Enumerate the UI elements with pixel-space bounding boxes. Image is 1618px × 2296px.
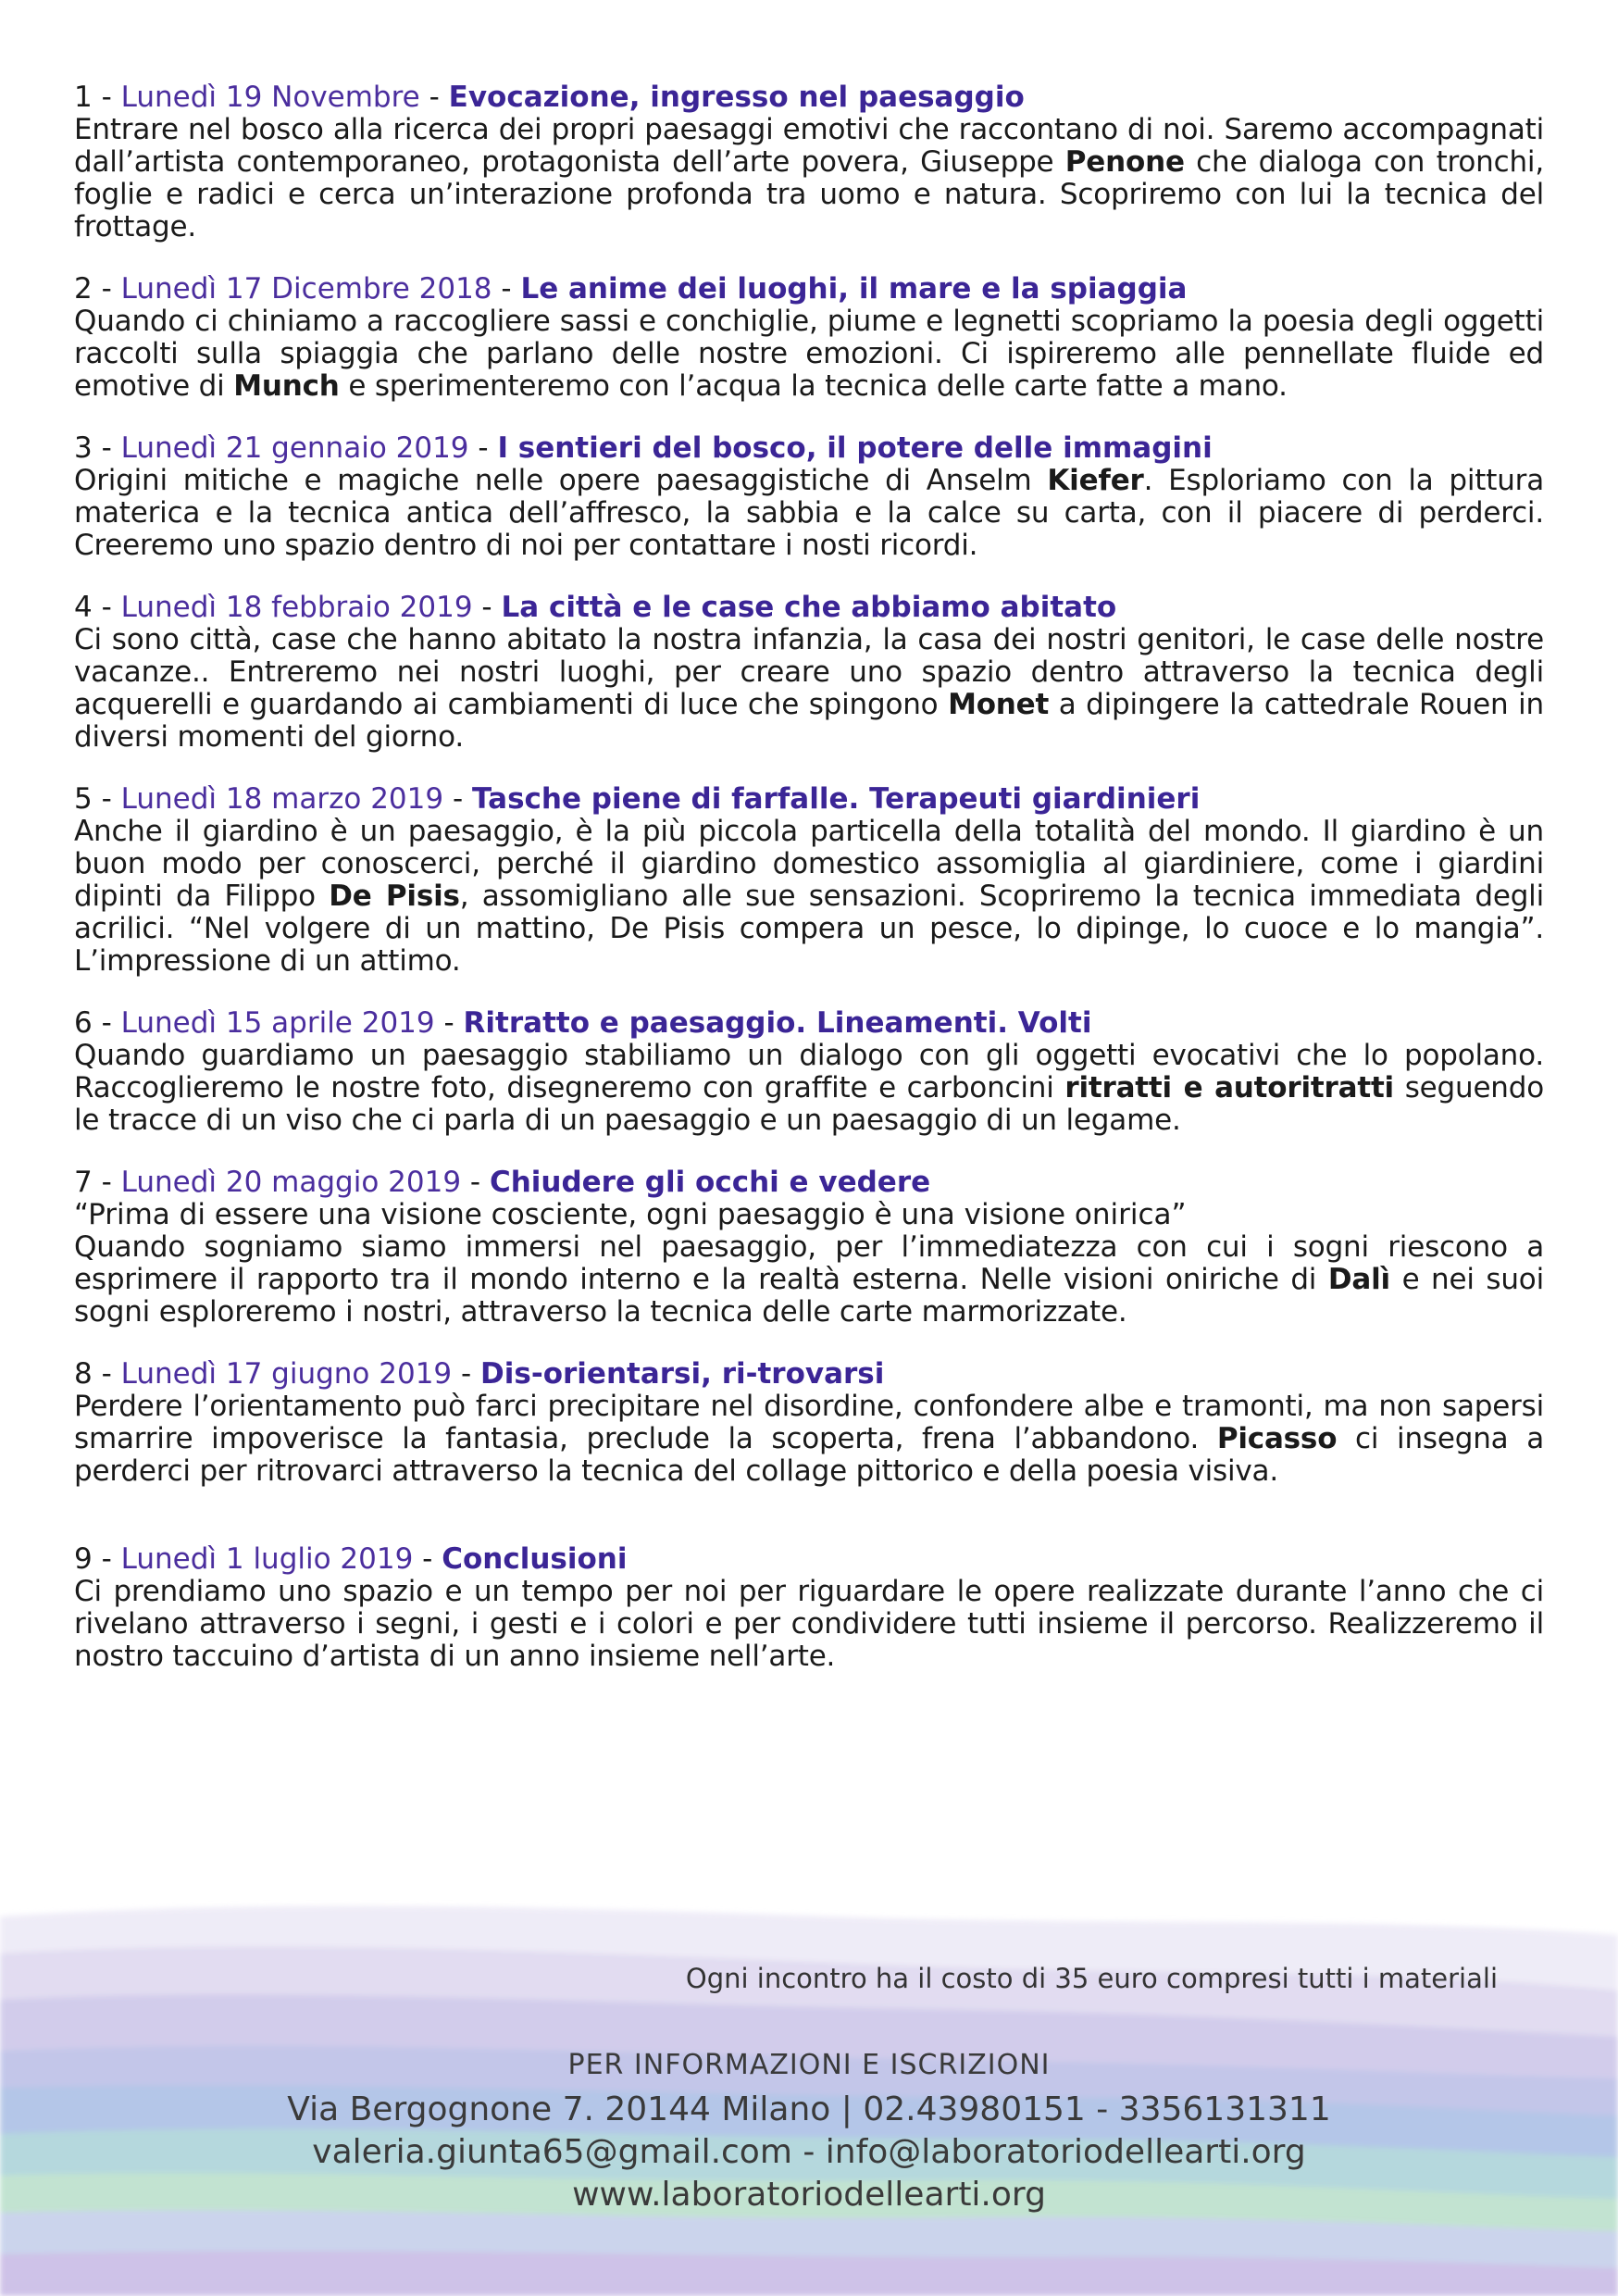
- artist-name: Kiefer: [1047, 464, 1144, 497]
- session-date: Lunedì 21 gennaio 2019: [120, 431, 469, 465]
- session-6: [74, 1007, 1544, 1137]
- session-separator: -: [452, 1357, 481, 1391]
- session-number: 2 -: [74, 272, 121, 306]
- session-number: 5 -: [74, 782, 121, 816]
- description-text: Quando guardiamo un paesaggio stabiliamo un dialogo con gli oggetti evocativi che lo popolano. Raccoglieremo le nostre foto, disegneremo con graffite e carboncini: [74, 1039, 1544, 1104]
- session-description: [74, 624, 1544, 754]
- session-date: Lunedì 20 maggio 2019: [120, 1166, 462, 1199]
- session-1: [74, 81, 1544, 243]
- session-heading: [74, 81, 1544, 114]
- session-date: Lunedì 15 aprile 2019: [120, 1006, 435, 1040]
- artist-name: De Pisis: [329, 880, 460, 913]
- website-link[interactable]: www.laboratoriodellearti.org: [572, 2176, 1046, 2214]
- session-date: Lunedì 19 Novembre: [120, 81, 420, 114]
- session-title: Tasche piene di farfalle. Terapeuti giardinieri: [472, 782, 1201, 816]
- session-heading: [74, 1007, 1544, 1040]
- session-number: 6 -: [74, 1006, 121, 1040]
- session-quote: “Prima di essere una visione cosciente, ogni paesaggio è una visione onirica”: [74, 1198, 1187, 1231]
- session-description: [74, 1576, 1544, 1673]
- session-separator: -: [492, 272, 521, 306]
- emphasis-text: ritratti e autoritratti: [1064, 1071, 1394, 1104]
- session-2: [74, 273, 1544, 403]
- session-date: Lunedì 18 marzo 2019: [120, 782, 444, 816]
- session-heading: [74, 783, 1544, 816]
- session-title: Evocazione, ingresso nel paesaggio: [448, 81, 1025, 114]
- description-text: e sperimenteremo con l’acqua la tecnica delle carte fatte a mano.: [339, 369, 1288, 403]
- description-text: che dialoga con tronchi, foglie e radici e cerca un’interazione profonda tra uomo e natura. Scopriremo con lui la tecnica del frottage.: [74, 145, 1544, 243]
- session-9: [74, 1543, 1544, 1673]
- description-text: Ci sono città, case che hanno abitato la nostra infanzia, la casa dei nostri genitori, le case delle nostre vacanze.. Entreremo nei nostri luoghi, per creare uno spazio dentro attraverso la tecnica degli acquerelli e guardando ai cambiamenti di luce che spingono: [74, 623, 1544, 721]
- session-heading: [74, 1167, 1544, 1199]
- session-separator: -: [468, 431, 498, 465]
- artist-name: Dalì: [1327, 1263, 1390, 1296]
- description-text: Entrare nel bosco alla ricerca dei propri paesaggi emotivi che raccontano di noi. Saremo accompagnati dall’artista contemporaneo, protagonista dell’arte povera, Giuseppe: [74, 113, 1544, 179]
- session-date: Lunedì 18 febbraio 2019: [120, 591, 473, 624]
- session-heading: [74, 273, 1544, 306]
- session-description: [74, 1391, 1544, 1488]
- session-heading: [74, 1543, 1544, 1576]
- session-separator: -: [434, 1006, 464, 1040]
- session-heading: [74, 432, 1544, 465]
- session-description: [74, 306, 1544, 403]
- session-separator: -: [461, 1166, 490, 1199]
- session-description: [74, 1040, 1544, 1137]
- session-description: [74, 1231, 1544, 1329]
- session-title: Ritratto e paesaggio. Lineamenti. Volti: [463, 1006, 1092, 1040]
- description-text: ci insegna a perderci per ritrovarci attraverso la tecnica del collage pittorico e della poesia visiva.: [74, 1422, 1544, 1488]
- description-text: Perdere l’orientamento può farci precipitare nel disordine, confondere albe e tramonti, ma non sapersi smarrire impoverisce la fantasia, preclude la scoperta, frena l’abbandono.: [74, 1390, 1544, 1455]
- session-title: La città e le case che abbiamo abitato: [501, 591, 1117, 624]
- artist-name: Munch: [233, 369, 340, 403]
- session-date: Lunedì 1 luglio 2019: [120, 1542, 414, 1576]
- info-heading: PER INFORMAZIONI E ISCRIZIONI: [567, 2049, 1051, 2081]
- artist-name: Monet: [948, 688, 1050, 721]
- session-4: [74, 592, 1544, 754]
- session-title: Dis-orientarsi, ri-trovarsi: [480, 1357, 885, 1391]
- email-addresses: valeria.giunta65@gmail.com - info@laboratoriodellearti.org: [312, 2133, 1306, 2171]
- session-8: [74, 1358, 1544, 1488]
- session-3: [74, 432, 1544, 562]
- description-text: Ci prendiamo uno spazio e un tempo per noi per riguardare le opere realizzate durante l’anno che ci rivelano attraverso i segni, i gesti e i colori e per condividere tutti insieme il percorso. Realizzeremo il nostro taccuino d’artista di un anno insieme nell’arte.: [74, 1575, 1544, 1673]
- session-5: [74, 783, 1544, 978]
- artist-name: Penone: [1064, 145, 1185, 179]
- description-text: Origini mitiche e magiche nelle opere paesaggistiche di Anselm: [74, 464, 1048, 497]
- session-separator: -: [472, 591, 502, 624]
- session-date: Lunedì 17 giugno 2019: [120, 1357, 453, 1391]
- session-description: [74, 114, 1544, 243]
- session-description: [74, 465, 1544, 562]
- session-date: Lunedì 17 Dicembre 2018: [120, 272, 492, 306]
- session-separator: -: [413, 1542, 442, 1576]
- session-title: Chiudere gli occhi e vedere: [489, 1166, 931, 1199]
- description-text: Anche il giardino è un paesaggio, è la più piccola particella della totalità del mondo. Il giardino è un buon modo per conoscerci, perché il giardino domestico assomiglia al giardiniere, come i giardini dipinti da Filippo: [74, 815, 1544, 913]
- session-number: 1 -: [74, 81, 121, 114]
- description-text: seguendo le tracce di un viso che ci parla di un paesaggio e un paesaggio di un legame.: [74, 1071, 1545, 1137]
- session-description: [74, 816, 1544, 978]
- session-title: Le anime dei luoghi, il mare e la spiaggia: [520, 272, 1188, 306]
- session-number: 7 -: [74, 1166, 121, 1199]
- description-text: Quando ci chiniamo a raccogliere sassi e conchiglie, piume e legnetti scopriamo la poesia degli oggetti raccolti sulla spiaggia che parlano delle nostre emozioni. Ci ispireremo alle pennellate fluide ed emotive di: [74, 305, 1544, 403]
- program-list: [74, 81, 1544, 1703]
- session-heading: [74, 1358, 1544, 1391]
- session-separator: -: [443, 782, 472, 816]
- session-title: Conclusioni: [442, 1542, 628, 1576]
- session-7: [74, 1167, 1544, 1329]
- session-title: I sentieri del bosco, il potere delle immagini: [497, 431, 1213, 465]
- description-text: a dipingere la cattedrale Rouen in diversi momenti del giorno.: [74, 688, 1544, 754]
- session-separator: -: [419, 81, 449, 114]
- description-text: e nei suoi sogni esploreremo i nostri, attraverso la tecnica delle carte marmorizzate.: [74, 1263, 1544, 1329]
- description-text: , assomigliano alle sue sensazioni. Scopriremo la tecnica immediata degli acrilici. “Nel volgere di un mattino, De Pisis compera un pesce, lo dipinge, lo cuoce e lo mangia”. L’impressione di un attimo.: [74, 880, 1544, 978]
- cost-note: Ogni incontro ha il costo di 35 euro compresi tutti i materiali: [685, 1963, 1498, 1994]
- session-heading: [74, 592, 1544, 624]
- session-number: 4 -: [74, 591, 121, 624]
- session-number: 3 -: [74, 431, 121, 465]
- artist-name: Picasso: [1216, 1422, 1338, 1455]
- session-number: 9 -: [74, 1542, 121, 1576]
- address-phone: Via Bergognone 7. 20144 Milano | 02.43980151 - 3356131311: [287, 2090, 1331, 2128]
- session-number: 8 -: [74, 1357, 121, 1391]
- description-text: Quando sogniamo siamo immersi nel paesaggio, per l’immediatezza con cui i sogni riescono a esprimere il rapporto tra il mondo interno e la realtà esterna. Nelle visioni oniriche di: [74, 1230, 1544, 1296]
- description-text: . Esploriamo con la pittura materica e la tecnica antica dell’affresco, la sabbia e la calce su carta, con il piacere di perderci. Creeremo uno spazio dentro di noi per contattare i nosti ricordi.: [74, 464, 1544, 562]
